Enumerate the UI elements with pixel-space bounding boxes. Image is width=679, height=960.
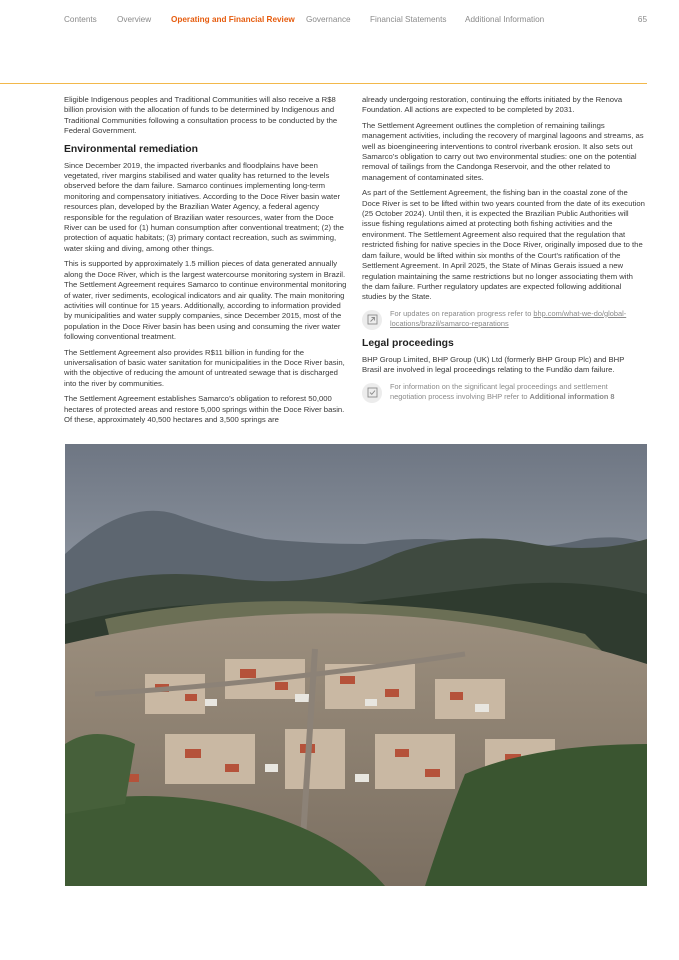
nav-overview[interactable]: Overview — [117, 15, 152, 24]
header-divider — [0, 83, 647, 84]
external-link-icon — [362, 310, 382, 330]
nav-contents[interactable]: Contents — [64, 15, 97, 24]
top-navigation — [64, 15, 647, 31]
left-column — [64, 95, 347, 430]
heading-environmental-remediation: Environmental remediation — [64, 143, 198, 155]
paragraph: already undergoing restoration, continuing the efforts initiated by the Renova Foundation. All actions are expected to be completed by 2031. — [362, 95, 623, 115]
right-column — [362, 95, 645, 411]
nav-governance[interactable]: Governance — [306, 15, 351, 24]
checklist-icon — [362, 383, 382, 403]
nav-operating-financial-review[interactable]: Operating and Financial Review — [171, 15, 295, 24]
legal-info-callout — [362, 382, 645, 403]
paragraph: The Settlement Agreement establishes Samarco’s obligation to reforest 50,000 hectares of protected areas and restore 5,000 springs within the Doce River basin. Of these, approximately 40,500 hectares and 3,500 springs are — [64, 394, 345, 424]
reparations-link[interactable]: bhp.com/what-we-do/global-locations/brazil/samarco-reparations — [390, 308, 627, 328]
paragraph: BHP Group Limited, BHP Group (UK) Ltd (formerly BHP Group Plc) and BHP Brasil are involved in legal proceedings relating to the Fundão dam failure. — [362, 354, 625, 375]
paragraph: This is supported by approximately 1.5 million pieces of data generated annually along the Doce River, which is the largest watercourse monitoring system in Brazil. The Settlement Agreement requires Samarco to continue environmental monitoring of water, river sediments, ecological indicators and air quality. The main monitoring activities will continue for 15 years. Additionally, according to information provided by municipalities and water supply companies, since December 2015, most of the population in the Doce River basin has been using and consuming the river water following conventional treatment. — [64, 259, 347, 342]
paragraph: As part of the Settlement Agreement, the fishing ban in the coastal zone of the Doce River is set to be lifted within two years counted from the date of its execution (25 October 2024). Until then, it is expected the Brazilian Public Authorities will issue fishing regulations aimed at protecting both fishing activities and the environment. The Settlement Agreement also required that the regulation that restricted fishing for native species in the Doce River, originally imposed due to the dam failure, would be lifted within six months of the Court’s ratification of the Settlement Agreement. In April 2025, the State of Minas Gerais issued a new regulation maintaining the same restrictions but no longer associating them with the dam failure. Further regulatory updates are expected following additional studies by the State. — [362, 188, 645, 302]
nav-additional-information[interactable]: Additional Information — [465, 15, 545, 24]
paragraph: The Settlement Agreement also provides R$11 billion in funding for the universalisation of basic water sanitation for municipalities in the Doce River basin, with the objective of reducing the amount of untreated sewage that is discharged into the river by communities. — [64, 347, 345, 388]
reparation-updates-callout — [362, 309, 645, 330]
callout-text: For updates on reparation progress refer to — [390, 308, 534, 318]
additional-information-reference[interactable]: Additional information 8 — [529, 391, 615, 401]
page-number: 65 — [637, 15, 647, 24]
paragraph: Since December 2019, the impacted riverbanks and floodplains have been vegetated, river margins stabilised and water quality has returned to the levels observed before the dam failure. Samarco continues implementing long-term monitoring and compensatory initiatives. According to the Doce River basin water resources plan, developed by the Brazilian Water Agency, a federal agency responsible for the regulation of Brazilian water resources, water from the Doce River can be used for (1) human consumption after conventional treatment; (2) the protection of aquatic habitats; (3) primary contact recreation, such as swimming, water skiing and diving, among other things. — [64, 160, 344, 253]
heading-legal-proceedings: Legal proceedings — [362, 337, 454, 349]
nav-financial-statements[interactable]: Financial Statements — [370, 15, 447, 24]
aerial-town-photo — [65, 444, 647, 886]
paragraph: The Settlement Agreement outlines the completion of remaining tailings management activities, including the recovery of marginal lagoons and streams, as well as bioengineering interventions to control riverbank erosion. It also sets out Samarco’s obligation to carry out two environmental studies: one on the potential removal of tailings from the Candonga Reservoir, and the other related to management of contaminated sites. — [362, 120, 644, 182]
paragraph: Eligible Indigenous peoples and Traditional Communities will also receive a R$8 billion provision with the allocation of funds to be determined by Indigenous and Traditional Communities following a consultation process to be conducted by the Federal Government. — [64, 95, 338, 136]
callout-text: For information on the significant legal proceedings and settlement negotiation process involving BHP refer to — [390, 381, 608, 401]
